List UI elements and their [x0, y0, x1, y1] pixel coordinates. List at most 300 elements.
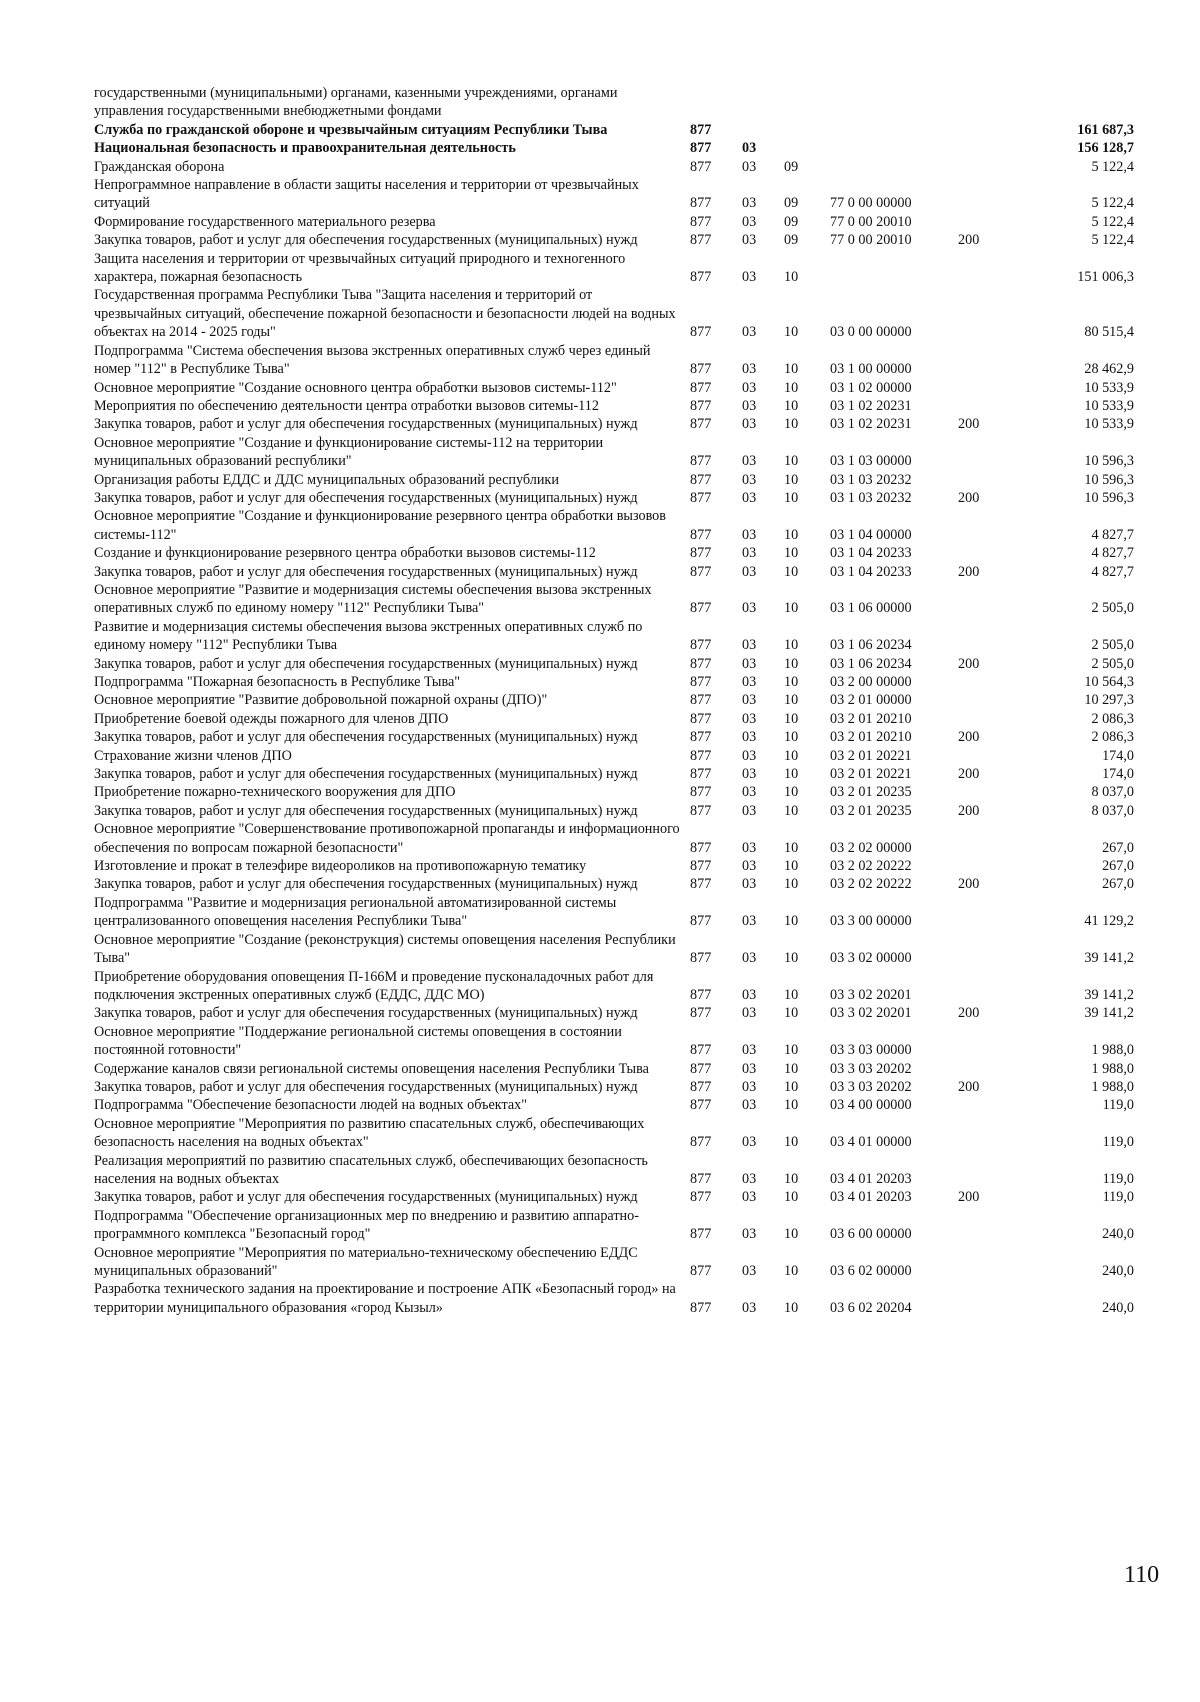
row-name: Подпрограмма "Обеспечение безопасности людей на водных объектах"	[94, 1097, 528, 1114]
table-row	[94, 1188, 1134, 1206]
row-sum: 156 128,7	[1077, 140, 1134, 157]
row-gr-code: 877	[690, 121, 712, 138]
row-subsection-code	[784, 84, 830, 121]
row-sum: 4 827,7	[1091, 563, 1134, 580]
row-sum: 10 564,3	[1084, 674, 1134, 690]
row-subsection-code: 10	[784, 545, 799, 562]
row-sum: 80 515,4	[1084, 324, 1134, 341]
row-sum: 10 596,3	[1084, 471, 1134, 488]
table-row	[94, 783, 1134, 801]
row-name: Подпрограмма "Пожарная безопасность в Республике Тыва"	[94, 674, 461, 690]
row-gr-code: 877	[690, 1189, 712, 1206]
row-name: Закупка товаров, работ и услуг для обеспечения государственных (муниципальных) нужд	[94, 802, 638, 819]
row-expense-type	[958, 213, 1010, 231]
row-sum: 10 533,9	[1084, 416, 1134, 433]
table-row	[94, 1004, 1134, 1022]
row-section-code: 03	[742, 361, 757, 378]
row-gr-code: 877	[690, 232, 712, 249]
row-subsection-code: 10	[784, 1005, 799, 1022]
row-target-article: 03 2 01 20210	[830, 710, 912, 727]
row-target-article: 03 2 02 20222	[830, 876, 912, 893]
row-sum: 174,0	[1102, 766, 1134, 783]
row-subsection-code: 10	[784, 1299, 799, 1316]
row-sum: 267,0	[1102, 858, 1134, 875]
row-name: Закупка товаров, работ и услуг для обеспечения государственных (муниципальных) нужд	[94, 1189, 638, 1206]
row-sum: 10 533,9	[1084, 397, 1134, 414]
row-target-article: 03 2 01 20210	[830, 729, 912, 746]
row-target-article: 03 3 03 20202	[830, 1060, 912, 1077]
row-sum: 28 462,9	[1084, 361, 1134, 378]
row-expense-type: 200	[958, 802, 980, 819]
row-section-code: 03	[742, 158, 757, 175]
row-name: Приобретение пожарно-технического вооружения для ДПО	[94, 784, 456, 801]
row-subsection-code: 10	[784, 729, 799, 746]
table-row	[94, 434, 1134, 471]
table-row	[94, 1078, 1134, 1096]
row-target-article: 03 3 03 00000	[830, 1042, 912, 1059]
row-sum: 119,0	[1102, 1189, 1134, 1206]
row-sum: 4 827,7	[1091, 545, 1134, 562]
row-expense-type	[958, 673, 1010, 691]
row-sum: 39 141,2	[1084, 1005, 1134, 1022]
row-name: Разработка технического задания на проектирование и построение АПК «Безопасный город» на территории муниципального образования «город Кызыл»	[94, 1281, 676, 1316]
table-row	[94, 618, 1134, 655]
row-gr-code: 877	[690, 710, 712, 727]
row-gr-code: 877	[690, 986, 712, 1003]
table-row	[94, 1244, 1134, 1281]
row-target-article: 03 3 02 00000	[830, 950, 912, 967]
row-gr-code: 877	[690, 379, 712, 396]
row-subsection-code: 10	[784, 913, 799, 930]
row-expense-type	[958, 710, 1010, 728]
table-row	[94, 286, 1134, 341]
row-subsection-code: 10	[784, 1189, 799, 1206]
row-target-article: 03 2 01 20221	[830, 747, 912, 764]
row-target-article	[830, 84, 958, 121]
row-section-code: 03	[742, 1042, 757, 1059]
row-gr-code: 877	[690, 361, 712, 378]
row-target-article	[830, 158, 958, 176]
row-target-article: 03 1 03 00000	[830, 453, 912, 470]
row-section-code: 03	[742, 710, 757, 727]
row-subsection-code: 10	[784, 637, 799, 654]
row-name: Мероприятия по обеспечению деятельности центра отработки вызовов ситемы-112	[94, 397, 599, 414]
row-expense-type	[958, 471, 1010, 489]
row-target-article: 03 3 02 20201	[830, 986, 912, 1003]
row-target-article: 03 1 06 20234	[830, 655, 912, 672]
row-sum: 39 141,2	[1084, 986, 1134, 1003]
row-name: Основное мероприятие "Совершенствование противопожарной пропаганды и информационного обеспечения по вопросам пожарной безопасности"	[94, 821, 680, 856]
row-target-article: 03 0 00 00000	[830, 324, 912, 341]
row-sum: 151 006,3	[1077, 269, 1134, 286]
row-subsection-code: 10	[784, 489, 799, 506]
row-subsection-code: 10	[784, 600, 799, 617]
row-name: государственными (муниципальными) органами, казенными учреждениями, органами управления государственными внебюджетными фондами	[94, 85, 618, 120]
row-gr-code: 877	[690, 545, 712, 562]
row-section-code: 03	[742, 913, 757, 930]
row-expense-type	[958, 581, 1010, 618]
row-target-article: 03 4 01 20203	[830, 1170, 912, 1187]
row-sum: 119,0	[1102, 1097, 1134, 1114]
row-expense-type: 200	[958, 655, 980, 672]
row-name: Основное мероприятие "Развитие добровольной пожарной охраны (ДПО)"	[94, 692, 548, 709]
row-expense-type	[958, 434, 1010, 471]
row-gr-code: 877	[690, 269, 712, 286]
table-row	[94, 1096, 1134, 1114]
row-expense-type: 200	[958, 563, 980, 580]
row-name: Подпрограмма "Система обеспечения вызова экстренных оперативных служб через единый номер "112" в Республике Тыва"	[94, 342, 651, 378]
row-expense-type	[958, 1023, 1010, 1060]
row-sum: 2 505,0	[1091, 655, 1134, 672]
row-expense-type	[958, 968, 1010, 1005]
row-expense-type	[958, 158, 1010, 176]
row-section-code: 03	[742, 471, 757, 488]
table-row	[94, 1207, 1134, 1244]
row-subsection-code: 10	[784, 1134, 799, 1151]
row-expense-type: 200	[958, 1078, 980, 1095]
table-row	[94, 158, 1134, 176]
row-sum: 8 037,0	[1091, 802, 1134, 819]
table-row	[94, 875, 1134, 893]
row-expense-type: 200	[958, 416, 980, 433]
row-gr-code: 877	[690, 1226, 712, 1243]
row-subsection-code: 10	[784, 766, 799, 783]
row-section-code	[742, 84, 784, 121]
row-sum: 174,0	[1102, 747, 1134, 764]
row-sum: 5 122,4	[1091, 213, 1134, 230]
row-name: Служба по гражданской обороне и чрезвычайным ситуациям Республики Тыва	[94, 121, 608, 138]
table-row	[94, 728, 1134, 746]
row-gr-code: 877	[690, 802, 712, 819]
row-subsection-code: 10	[784, 1097, 799, 1114]
table-row	[94, 931, 1134, 968]
row-gr-code: 877	[690, 747, 712, 764]
row-section-code: 03	[742, 1299, 757, 1316]
row-expense-type	[958, 691, 1010, 709]
row-gr-code: 877	[690, 858, 712, 875]
table-row	[94, 563, 1134, 581]
row-section-code: 03	[742, 379, 757, 396]
row-subsection-code: 10	[784, 526, 799, 543]
row-name: Закупка товаров, работ и услуг для обеспечения государственных (муниципальных) нужд	[94, 489, 638, 506]
row-target-article: 03 6 02 20204	[830, 1299, 912, 1316]
table-row	[94, 691, 1134, 709]
row-gr-code: 877	[690, 213, 712, 230]
row-target-article: 77 0 00 00000	[830, 195, 912, 212]
row-name: Основное мероприятие "Создание основного центра обработки вызовов системы-112"	[94, 379, 617, 396]
row-name: Закупка товаров, работ и услуг для обеспечения государственных (муниципальных) нужд	[94, 729, 638, 746]
row-section-code: 03	[742, 986, 757, 1003]
row-section-code: 03	[742, 269, 757, 286]
table-row	[94, 894, 1134, 931]
row-sum: 240,0	[1102, 1226, 1134, 1243]
row-target-article: 03 2 01 20221	[830, 766, 912, 783]
row-target-article: 03 4 01 00000	[830, 1134, 912, 1151]
row-name: Основное мероприятие "Создание (реконструкция) системы оповещения населения Республики Тыва"	[94, 931, 676, 967]
row-subsection-code: 10	[784, 379, 799, 396]
row-subsection-code: 10	[784, 1042, 799, 1059]
row-name: Закупка товаров, работ и услуг для обеспечения государственных (муниципальных) нужд	[94, 1005, 638, 1022]
row-sum: 161 687,3	[1077, 121, 1134, 138]
row-sum: 10 533,9	[1084, 379, 1134, 396]
row-target-article: 03 1 02 20231	[830, 397, 912, 414]
row-target-article	[830, 250, 958, 287]
row-section-code: 03	[742, 1134, 757, 1151]
row-sum: 5 122,4	[1091, 158, 1134, 175]
row-target-article: 03 1 04 20233	[830, 563, 912, 580]
row-subsection-code: 10	[784, 784, 799, 801]
row-section-code: 03	[742, 674, 757, 690]
row-gr-code: 877	[690, 655, 712, 672]
row-target-article: 77 0 00 20010	[830, 232, 912, 249]
row-section-code: 03	[742, 600, 757, 617]
row-subsection-code: 10	[784, 1263, 799, 1279]
row-gr-code: 877	[690, 1060, 712, 1077]
row-gr-code: 877	[690, 158, 712, 175]
row-section-code: 03	[742, 858, 757, 875]
row-section-code: 03	[742, 802, 757, 819]
row-gr-code: 877	[690, 876, 712, 893]
row-section-code: 03	[742, 563, 757, 580]
row-expense-type: 200	[958, 729, 980, 746]
row-target-article: 03 1 06 00000	[830, 600, 912, 617]
row-subsection-code: 10	[784, 1078, 799, 1095]
row-section-code: 03	[742, 195, 757, 212]
row-subsection-code: 10	[784, 416, 799, 433]
row-gr-code: 877	[690, 1005, 712, 1022]
row-name: Закупка товаров, работ и услуг для обеспечения государственных (муниципальных) нужд	[94, 1078, 638, 1095]
row-subsection-code: 10	[784, 747, 799, 764]
row-section-code: 03	[742, 950, 757, 967]
table-row	[94, 176, 1134, 213]
row-target-article: 03 3 00 00000	[830, 913, 912, 930]
row-subsection-code: 10	[784, 986, 799, 1003]
table-row	[94, 1152, 1134, 1189]
row-section-code: 03	[742, 655, 757, 672]
row-expense-type: 200	[958, 766, 980, 783]
row-section-code: 03	[742, 232, 757, 249]
row-sum: 1 988,0	[1091, 1042, 1134, 1059]
row-name: Подпрограмма "Развитие и модернизация региональной автоматизированной системы централизованного оповещения населения Республики Тыва"	[94, 894, 617, 930]
table-row	[94, 1023, 1134, 1060]
row-gr-code: 877	[690, 1299, 712, 1316]
row-sum: 119,0	[1102, 1134, 1134, 1151]
row-name: Формирование государственного материального резерва	[94, 213, 436, 230]
row-name: Основное мероприятие "Поддержание региональной системы оповещения в состоянии постоянной готовности"	[94, 1023, 622, 1059]
row-gr-code: 877	[690, 729, 712, 746]
row-section-code	[742, 121, 784, 139]
row-sum: 2 086,3	[1091, 729, 1134, 746]
row-sum: 41 129,2	[1084, 913, 1134, 930]
row-subsection-code: 10	[784, 858, 799, 875]
row-sum: 10 596,3	[1084, 453, 1134, 470]
row-gr-code: 877	[690, 140, 712, 157]
row-sum: 119,0	[1102, 1170, 1134, 1187]
row-gr-code: 877	[690, 913, 712, 930]
row-gr-code: 877	[690, 950, 712, 967]
row-expense-type: 200	[958, 489, 980, 506]
row-target-article: 03 1 02 20231	[830, 416, 912, 433]
row-expense-type	[958, 820, 1010, 857]
table-row	[94, 710, 1134, 728]
row-section-code: 03	[742, 545, 757, 562]
row-name: Основное мероприятие "Мероприятия по развитию спасательных служб, обеспечивающих безопасность населения на водных объектах"	[94, 1115, 645, 1151]
row-target-article: 03 2 02 20222	[830, 858, 912, 875]
row-section-code: 03	[742, 213, 757, 230]
row-target-article: 03 1 04 20233	[830, 545, 912, 562]
row-gr-code: 877	[690, 692, 712, 709]
row-sum: 240,0	[1102, 1263, 1134, 1279]
row-gr-code: 877	[690, 637, 712, 654]
row-subsection-code: 10	[784, 950, 799, 967]
table-row	[94, 857, 1134, 875]
row-section-code: 03	[742, 526, 757, 543]
row-name: Закупка товаров, работ и услуг для обеспечения государственных (муниципальных) нужд	[94, 655, 638, 672]
row-gr-code: 877	[690, 324, 712, 341]
table-row	[94, 820, 1134, 857]
row-section-code: 03	[742, 140, 757, 157]
row-subsection-code: 09	[784, 232, 799, 249]
row-expense-type	[958, 1244, 1010, 1281]
row-section-code: 03	[742, 747, 757, 764]
row-sum: 2 505,0	[1091, 637, 1134, 654]
row-subsection-code: 09	[784, 158, 799, 175]
row-gr-code: 877	[690, 600, 712, 617]
row-name: Закупка товаров, работ и услуг для обеспечения государственных (муниципальных) нужд	[94, 876, 638, 893]
row-section-code: 03	[742, 637, 757, 654]
row-expense-type	[958, 1280, 1010, 1317]
row-section-code: 03	[742, 692, 757, 709]
row-name: Гражданская оборона	[94, 158, 225, 175]
row-subsection-code: 10	[784, 1060, 799, 1077]
row-name: Изготовление и прокат в телеэфире видеороликов на противопожарную тематику	[94, 858, 587, 875]
row-expense-type	[958, 507, 1010, 544]
table-row	[94, 1115, 1134, 1152]
row-expense-type	[958, 84, 1010, 121]
table-row	[94, 802, 1134, 820]
row-expense-type	[958, 176, 1010, 213]
row-expense-type	[958, 1152, 1010, 1189]
row-gr-code: 877	[690, 397, 712, 414]
row-subsection-code	[784, 121, 830, 139]
row-name: Закупка товаров, работ и услуг для обеспечения государственных (муниципальных) нужд	[94, 766, 638, 783]
row-sum	[1010, 84, 1134, 121]
row-name: Содержание каналов связи региональной системы оповещения населения Республики Тыва	[94, 1060, 649, 1077]
row-section-code: 03	[742, 1060, 757, 1077]
row-sum: 8 037,0	[1091, 784, 1134, 801]
row-section-code: 03	[742, 416, 757, 433]
row-target-article: 03 1 03 20232	[830, 489, 912, 506]
row-target-article: 03 4 00 00000	[830, 1097, 912, 1114]
row-section-code: 03	[742, 839, 757, 856]
table-row	[94, 507, 1134, 544]
row-subsection-code: 10	[784, 876, 799, 893]
row-subsection-code: 10	[784, 1170, 799, 1187]
row-expense-type	[958, 1115, 1010, 1152]
row-section-code: 03	[742, 324, 757, 341]
row-gr-code: 877	[690, 1097, 712, 1114]
row-subsection-code: 10	[784, 269, 799, 286]
row-subsection-code: 10	[784, 802, 799, 819]
table-row	[94, 397, 1134, 415]
row-gr-code: 877	[690, 563, 712, 580]
table-row	[94, 471, 1134, 489]
row-target-article: 03 1 06 20234	[830, 637, 912, 654]
table-row	[94, 84, 1134, 121]
row-sum: 240,0	[1102, 1299, 1134, 1316]
row-subsection-code: 10	[784, 563, 799, 580]
row-section-code: 03	[742, 489, 757, 506]
row-name: Организация работы ЕДДС и ДДС муниципальных образований республики	[94, 471, 559, 488]
row-subsection-code: 10	[784, 839, 799, 856]
row-expense-type	[958, 857, 1010, 875]
table-row	[94, 489, 1134, 507]
table-row	[94, 121, 1134, 139]
table-row	[94, 231, 1134, 249]
row-gr-code: 877	[690, 1134, 712, 1151]
table-row	[94, 968, 1134, 1005]
row-expense-type	[958, 1096, 1010, 1114]
row-section-code: 03	[742, 876, 757, 893]
row-section-code: 03	[742, 1189, 757, 1206]
row-sum: 10 297,3	[1084, 692, 1134, 709]
row-sum: 1 988,0	[1091, 1060, 1134, 1077]
row-expense-type	[958, 618, 1010, 655]
row-gr-code: 877	[690, 489, 712, 506]
row-sum: 5 122,4	[1091, 232, 1134, 249]
row-target-article: 03 4 01 20203	[830, 1189, 912, 1206]
table-row	[94, 544, 1134, 562]
row-sum: 267,0	[1102, 839, 1134, 856]
row-gr-code: 877	[690, 526, 712, 543]
row-expense-type	[958, 1060, 1010, 1078]
row-sum: 5 122,4	[1091, 195, 1134, 212]
row-section-code: 03	[742, 729, 757, 746]
row-subsection-code: 10	[784, 692, 799, 709]
row-subsection-code: 10	[784, 655, 799, 672]
row-gr-code: 877	[690, 1170, 712, 1187]
row-name: Основное мероприятие "Создание и функционирование системы-112 на территории муниципальных образований республики"	[94, 434, 604, 470]
row-name: Закупка товаров, работ и услуг для обеспечения государственных (муниципальных) нужд	[94, 563, 638, 580]
row-expense-type	[958, 783, 1010, 801]
row-name: Закупка товаров, работ и услуг для обеспечения государственных (муниципальных) нужд	[94, 232, 638, 249]
row-target-article: 03 1 04 00000	[830, 526, 912, 543]
row-subsection-code: 10	[784, 1226, 799, 1243]
row-expense-type: 200	[958, 1189, 980, 1206]
table-row	[94, 379, 1134, 397]
row-subsection-code: 10	[784, 361, 799, 378]
row-sum: 267,0	[1102, 876, 1134, 893]
row-gr-code: 877	[690, 1263, 712, 1279]
row-subsection-code: 10	[784, 471, 799, 488]
row-expense-type	[958, 121, 1010, 139]
row-gr-code: 877	[690, 839, 712, 856]
row-expense-type	[958, 286, 1010, 341]
row-target-article: 03 3 03 20202	[830, 1078, 912, 1095]
row-name: Государственная программа Республики Тыва "Защита населения и территорий от чрезвычайных ситуаций, обеспечение пожарной безопасности и безопасности людей на водных объектах на 2014 - 2025 годы"	[94, 287, 676, 341]
row-name: Национальная безопасность и правоохранительная деятельность	[94, 140, 516, 157]
row-gr-code: 877	[690, 471, 712, 488]
row-sum: 4 827,7	[1091, 526, 1134, 543]
table-row	[94, 1060, 1134, 1078]
row-section-code: 03	[742, 1005, 757, 1022]
row-expense-type	[958, 250, 1010, 287]
row-target-article: 03 1 03 20232	[830, 471, 912, 488]
row-name: Создание и функционирование резервного центра обработки вызовов системы-112	[94, 545, 596, 562]
row-name: Основное мероприятие "Создание и функционирование резервного центра обработки вызовов системы-112"	[94, 508, 666, 543]
row-name: Приобретение оборудования оповещения П-166М и проведение пусконаладочных работ для подключения экстренных оперативных служб (ЕДДС, ДДС МО)	[94, 968, 654, 1003]
row-name: Непрограммное направление в области защиты населения и территории от чрезвычайных ситуаций	[94, 177, 639, 212]
